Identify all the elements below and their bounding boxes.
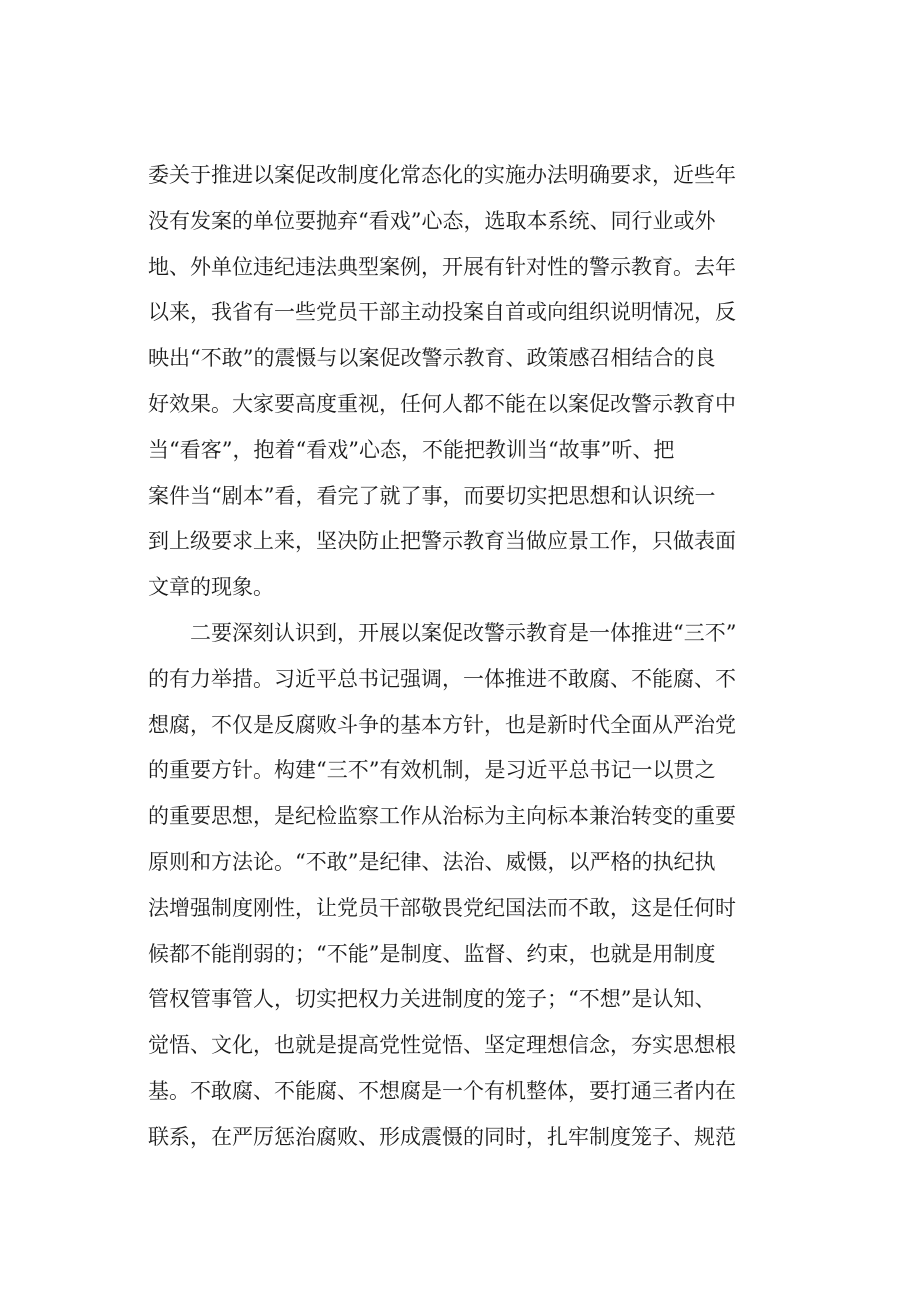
text-line: 地、外单位违纪违法典型案例，开展有针对性的警示教育。去年 — [148, 254, 736, 279]
text-line: 法增强制度刚性，让党员干部敬畏党纪国法而不敢，这是任何时 — [148, 895, 736, 920]
text-line: 文章的现象。 — [148, 575, 274, 600]
text-line: 的重要思想，是纪检监察工作从治标为主向标本兼治转变的重要 — [148, 804, 736, 829]
text-line: 到上级要求上来，坚决防止把警示教育当做应景工作，只做表面 — [148, 529, 736, 554]
text-line: 想腐，不仅是反腐败斗争的基本方针，也是新时代全面从严治党 — [148, 712, 736, 737]
text-line: 委关于推进以案促改制度化常态化的实施办法明确要求，近些年 — [148, 163, 736, 187]
text-line: 映出“不敢”的震慑与以案促改警示教育、政策感召相结合的良 — [148, 346, 716, 371]
text-line: 没有发案的单位要抛弃“看戏”心态，选取本系统、同行业或外 — [148, 208, 716, 233]
text-line: 以来，我省有一些党员干部主动投案自首或向组织说明情况，反 — [148, 300, 736, 325]
text-line: 基。不敢腐、不能腐、不想腐是一个有机整体，要打通三者内在 — [148, 1078, 736, 1103]
text-line: 案件当“剧本”看，看完了就了事，而要切实把思想和认识统一 — [148, 483, 716, 508]
text-line: 好效果。大家要高度重视，任何人都不能在以案促改警示教育中 — [148, 391, 736, 416]
text-line: 候都不能削弱的；“不能”是制度、监督、约束，也就是用制度 — [148, 941, 716, 966]
text-line: 原则和方法论。“不敢”是纪律、法治、威慑，以严格的执纪执 — [148, 849, 716, 874]
text-line: 的重要方针。构建“三不”有效机制，是习近平总书记一以贯之 — [148, 758, 716, 783]
text-line: 觉悟、文化，也就是提高党性觉悟、坚定理想信念，夯实思想根 — [148, 1033, 736, 1058]
paragraph-start-line: 二要深刻认识到，开展以案促改警示教育是一体推进“三不” — [190, 620, 737, 645]
text-line: 联系，在严厉惩治腐败、形成震慑的同时，扎牢制度笼子、规范 — [148, 1124, 736, 1149]
text-line: 当“看客”，抱着“看戏”心态，不能把教训当“故事”听、把 — [148, 437, 675, 462]
document-body — [148, 153, 808, 1161]
text-line: 管权管事管人，切实把权力关进制度的笼子；“不想”是认知、 — [148, 987, 716, 1012]
text-line: 的有力举措。习近平总书记强调，一体推进不敢腐、不能腐、不 — [148, 666, 736, 691]
